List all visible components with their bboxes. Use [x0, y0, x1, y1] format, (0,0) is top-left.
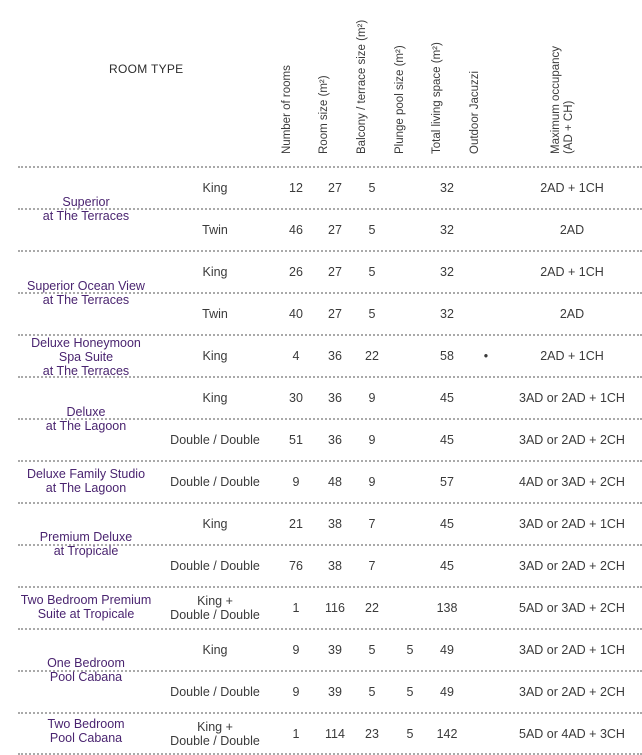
- cell-balcony-size: 7: [368, 517, 376, 531]
- cell-bed-type: King: [202, 181, 228, 195]
- room-group-name: One Bedroom Pool Cabana: [47, 656, 125, 684]
- cell-number-of-rooms: 26: [289, 265, 303, 279]
- cell-room-size: 39: [328, 685, 342, 699]
- cell-number-of-rooms: 4: [292, 349, 300, 363]
- cell-bed-type: King: [202, 643, 228, 657]
- row-divider: [18, 460, 642, 462]
- cell-balcony-size: 22: [365, 601, 379, 615]
- cell-total-living-space: 45: [440, 391, 454, 405]
- cell-total-living-space: 58: [440, 349, 454, 363]
- row-divider: [18, 628, 642, 630]
- cell-room-size: 27: [328, 265, 342, 279]
- cell-bed-type: Double / Double: [170, 559, 260, 573]
- cell-total-living-space: 32: [440, 307, 454, 321]
- cell-balcony-size: 5: [368, 307, 376, 321]
- cell-room-size: 39: [328, 643, 342, 657]
- cell-maximum-occupancy: 2AD: [559, 223, 585, 237]
- cell-bed-type: King: [202, 265, 228, 279]
- cell-maximum-occupancy: 4AD or 3AD + 2CH: [519, 475, 625, 489]
- cell-plunge-pool-size: 5: [406, 727, 414, 741]
- cell-maximum-occupancy: 3AD or 2AD + 1CH: [519, 643, 625, 657]
- cell-room-size: 36: [328, 433, 342, 447]
- cell-room-size: 27: [328, 223, 342, 237]
- cell-room-size: 38: [328, 559, 342, 573]
- cell-bed-type: King: [202, 517, 228, 531]
- cell-number-of-rooms: 30: [289, 391, 303, 405]
- cell-number-of-rooms: 9: [292, 475, 300, 489]
- cell-maximum-occupancy: 2AD + 1CH: [540, 265, 604, 279]
- cell-bed-type: King + Double / Double: [170, 720, 260, 748]
- cell-balcony-size: 23: [365, 727, 379, 741]
- cell-total-living-space: 32: [440, 265, 454, 279]
- room-group-name: Deluxe Honeymoon Spa Suite at The Terraces: [31, 336, 141, 378]
- cell-maximum-occupancy: 2AD + 1CH: [540, 181, 604, 195]
- cell-bed-type: Twin: [202, 307, 228, 321]
- cell-bed-type: Double / Double: [170, 475, 260, 489]
- cell-outdoor-jacuzzi: •: [483, 349, 489, 363]
- row-divider: [18, 586, 642, 588]
- room-group-name: Deluxe Family Studio at The Lagoon: [26, 467, 146, 495]
- room-group-name: Superior at The Terraces: [42, 195, 130, 223]
- cell-total-living-space: 45: [440, 559, 454, 573]
- cell-maximum-occupancy: 3AD or 2AD + 2CH: [519, 559, 625, 573]
- cell-total-living-space: 45: [440, 433, 454, 447]
- cell-total-living-space: 32: [440, 181, 454, 195]
- cell-total-living-space: 49: [440, 685, 454, 699]
- cell-balcony-size: 9: [368, 475, 376, 489]
- cell-balcony-size: 9: [368, 391, 376, 405]
- cell-room-size: 27: [328, 181, 342, 195]
- cell-number-of-rooms: 9: [292, 685, 300, 699]
- row-divider: [18, 712, 642, 714]
- room-type-heading: ROOM TYPE: [109, 62, 184, 76]
- cell-bed-type: King: [202, 349, 228, 363]
- cell-maximum-occupancy: 3AD or 2AD + 1CH: [519, 517, 625, 531]
- cell-balcony-size: 5: [368, 685, 376, 699]
- cell-maximum-occupancy: 3AD or 2AD + 1CH: [519, 391, 625, 405]
- cell-bed-type: Double / Double: [170, 685, 260, 699]
- cell-room-size: 27: [328, 307, 342, 321]
- cell-balcony-size: 5: [368, 181, 376, 195]
- cell-bed-type: Twin: [202, 223, 228, 237]
- cell-total-living-space: 142: [436, 727, 458, 741]
- cell-maximum-occupancy: 2AD: [559, 307, 585, 321]
- cell-maximum-occupancy: 3AD or 2AD + 2CH: [519, 685, 625, 699]
- room-group-name: Two Bedroom Premium Suite at Tropicale: [20, 593, 152, 621]
- cell-maximum-occupancy: 3AD or 2AD + 2CH: [519, 433, 625, 447]
- cell-total-living-space: 57: [440, 475, 454, 489]
- cell-number-of-rooms: 1: [292, 727, 300, 741]
- cell-number-of-rooms: 12: [289, 181, 303, 195]
- cell-total-living-space: 49: [440, 643, 454, 657]
- cell-room-size: 36: [328, 391, 342, 405]
- cell-balcony-size: 5: [368, 643, 376, 657]
- cell-maximum-occupancy: 2AD + 1CH: [540, 349, 604, 363]
- cell-number-of-rooms: 9: [292, 643, 300, 657]
- cell-number-of-rooms: 21: [289, 517, 303, 531]
- cell-balcony-size: 7: [368, 559, 376, 573]
- cell-number-of-rooms: 76: [289, 559, 303, 573]
- cell-room-size: 36: [328, 349, 342, 363]
- cell-number-of-rooms: 1: [292, 601, 300, 615]
- table-header: ROOM TYPE Number of rooms Room size (m²) Balcony / terrace size (m²) Plunge pool size (m²) Total living space (m²) Outdoor Jacuzzi Maximum occupancy (AD + CH): [109, 19, 575, 154]
- row-divider: [18, 502, 642, 504]
- cell-plunge-pool-size: 5: [406, 685, 414, 699]
- room-group-name: Premium Deluxe at Tropicale: [39, 530, 133, 558]
- row-divider: [18, 250, 642, 252]
- cell-total-living-space: 32: [440, 223, 454, 237]
- cell-room-size: 116: [325, 601, 345, 615]
- room-group-name: Superior Ocean View at The Terraces: [27, 279, 145, 307]
- cell-maximum-occupancy: 5AD or 3AD + 2CH: [519, 601, 625, 615]
- cell-plunge-pool-size: 5: [406, 643, 414, 657]
- cell-room-size: 38: [328, 517, 342, 531]
- cell-balcony-size: 9: [368, 433, 376, 447]
- cell-balcony-size: 5: [368, 265, 376, 279]
- row-divider: [18, 166, 642, 168]
- cell-bed-type: King: [202, 391, 228, 405]
- cell-number-of-rooms: 51: [289, 433, 303, 447]
- cell-balcony-size: 5: [368, 223, 376, 237]
- room-group-name: Two Bedroom Pool Cabana: [47, 717, 125, 745]
- cell-room-size: 114: [325, 727, 345, 741]
- cell-maximum-occupancy: 5AD or 4AD + 3CH: [519, 727, 625, 741]
- room-group-name: Deluxe at The Lagoon: [45, 405, 127, 433]
- cell-bed-type: Double / Double: [170, 433, 260, 447]
- cell-total-living-space: 138: [436, 601, 458, 615]
- cell-bed-type: King + Double / Double: [170, 594, 260, 622]
- cell-balcony-size: 22: [365, 349, 379, 363]
- cell-number-of-rooms: 40: [289, 307, 303, 321]
- cell-room-size: 48: [328, 475, 342, 489]
- cell-number-of-rooms: 46: [289, 223, 303, 237]
- cell-total-living-space: 45: [440, 517, 454, 531]
